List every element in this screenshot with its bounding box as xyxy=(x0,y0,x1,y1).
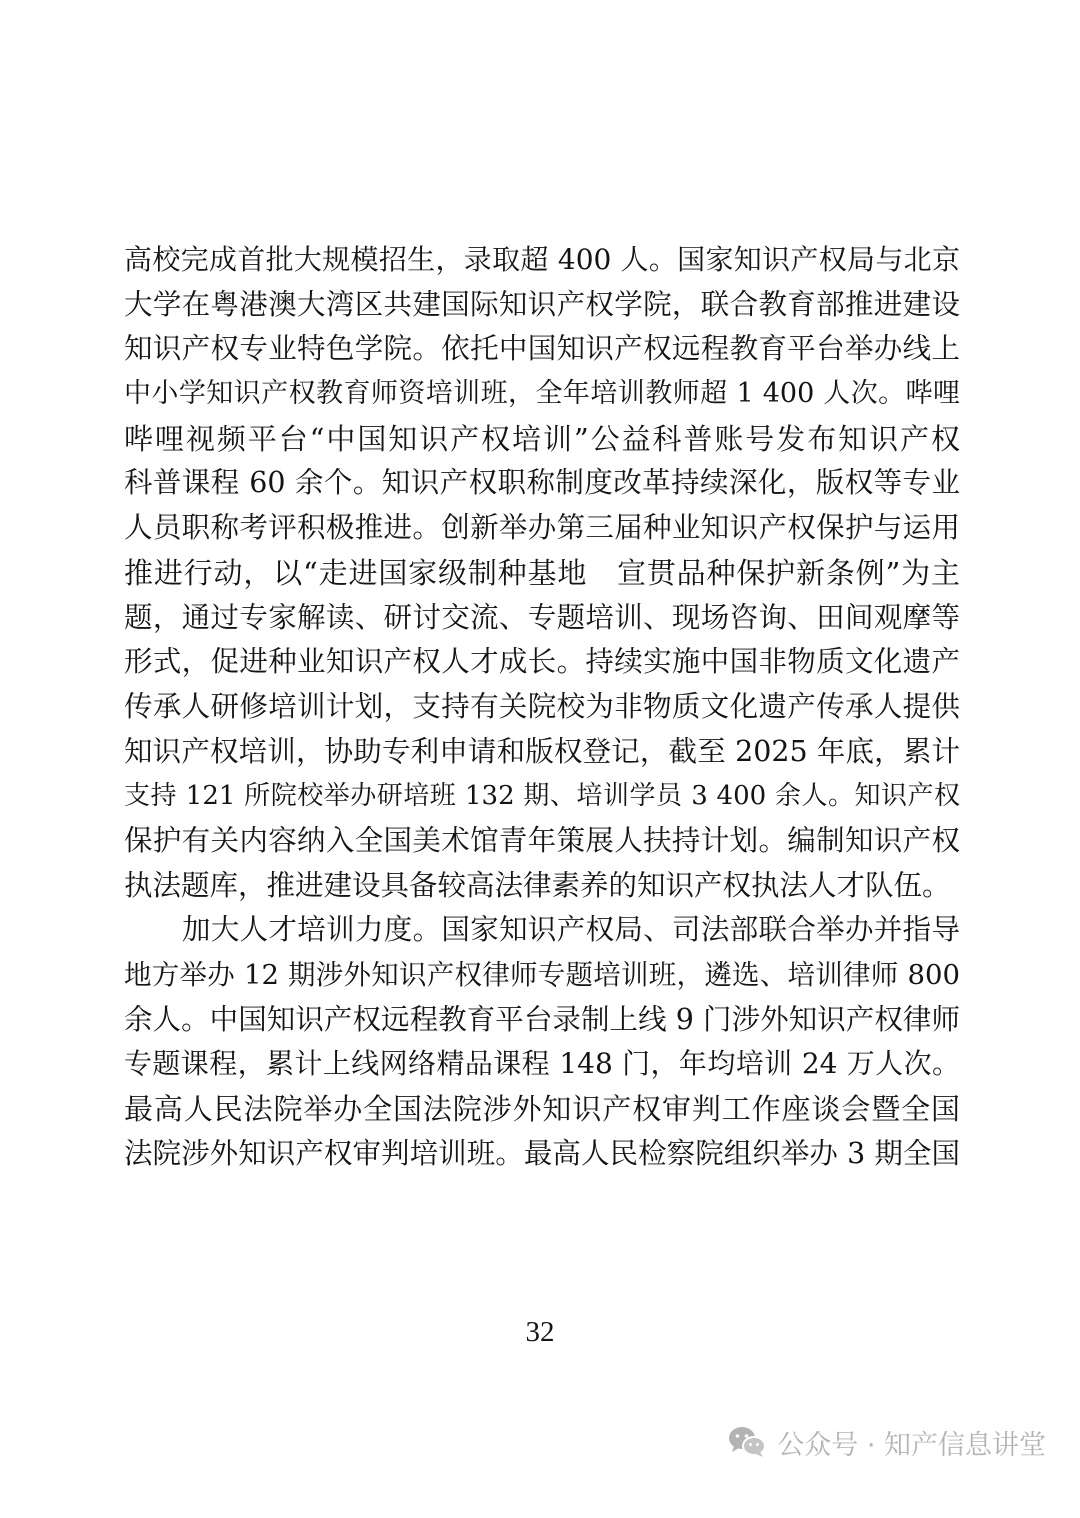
text-line: 知识产权专业特色学院。依托中国知识产权远程教育平台举办线上 xyxy=(124,332,960,366)
watermark-text: 公众号 · 知产信息讲堂 xyxy=(777,1429,1046,1461)
text-line: 支持 121 所院校举办研培班 132 期、培训学员 3 400 余人。知识产权 xyxy=(124,781,960,812)
body-text xyxy=(124,238,960,1176)
text-line: 知识产权培训，协助专利申请和版权登记，截至 2025 年底，累计 xyxy=(124,734,960,768)
text-line: 形式，促进种业知识产权人才成长。持续实施中国非物质文化遗产 xyxy=(124,645,960,679)
text-line: 专题课程，累计上线网络精品课程 148 门，年均培训 24 万人次。 xyxy=(124,1047,960,1081)
text-line: 最高人民法院举办全国法院涉外知识产权审判工作座谈会暨全国 xyxy=(124,1092,960,1127)
text-line: 传承人研修培训计划，支持有关院校为非物质文化遗产传承人提供 xyxy=(124,689,960,723)
watermark xyxy=(727,1424,1046,1460)
text-line: 中小学知识产权教育师资培训班，全年培训教师超 1 400 人次。哔哩 xyxy=(124,378,960,410)
page-number: 32 xyxy=(525,1316,555,1348)
text-line: 保护有关内容纳入全国美术馆青年策展人扶持计划。编制知识产权 xyxy=(124,823,960,857)
wechat-icon xyxy=(727,1425,767,1459)
paragraph-start-line: 加大人才培训力度。国家知识产权局、司法部联合举办并指导 xyxy=(182,913,960,947)
text-line: 大学在粤港澳大湾区共建国际知识产权学院，联合教育部推进建设 xyxy=(124,287,960,321)
text-line: 哔哩视频平台“中国知识产权培训”公益科普账号发布知识产权 xyxy=(124,421,960,456)
text-line: 地方举办 12 期涉外知识产权律师专题培训班，遴选、培训律师 800 xyxy=(124,959,960,991)
text-line: 科普课程 60 余个。知识产权职称制度改革持续深化，版权等专业 xyxy=(124,466,960,500)
text-line: 题，通过专家解读、研讨交流、专题培训、现场咨询、田间观摩等 xyxy=(124,600,960,634)
text-line: 余人。中国知识产权远程教育平台录制上线 9 门涉外知识产权律师 xyxy=(124,1002,960,1036)
text-line: 法院涉外知识产权审判培训班。最高人民检察院组织举办 3 期全国 xyxy=(124,1136,960,1170)
text-line: 推进行动，以“走进国家级制种基地 宣贯品种保护新条例”为主 xyxy=(124,555,960,590)
text-line: 人员职称考评积极推进。创新举办第三届种业知识产权保护与运用 xyxy=(124,511,960,545)
text-line: 执法题库，推进建设具备较高法律素养的知识产权执法人才队伍。 xyxy=(124,868,951,902)
text-line: 高校完成首批大规模招生，录取超 400 人。国家知识产权局与北京 xyxy=(124,243,960,276)
